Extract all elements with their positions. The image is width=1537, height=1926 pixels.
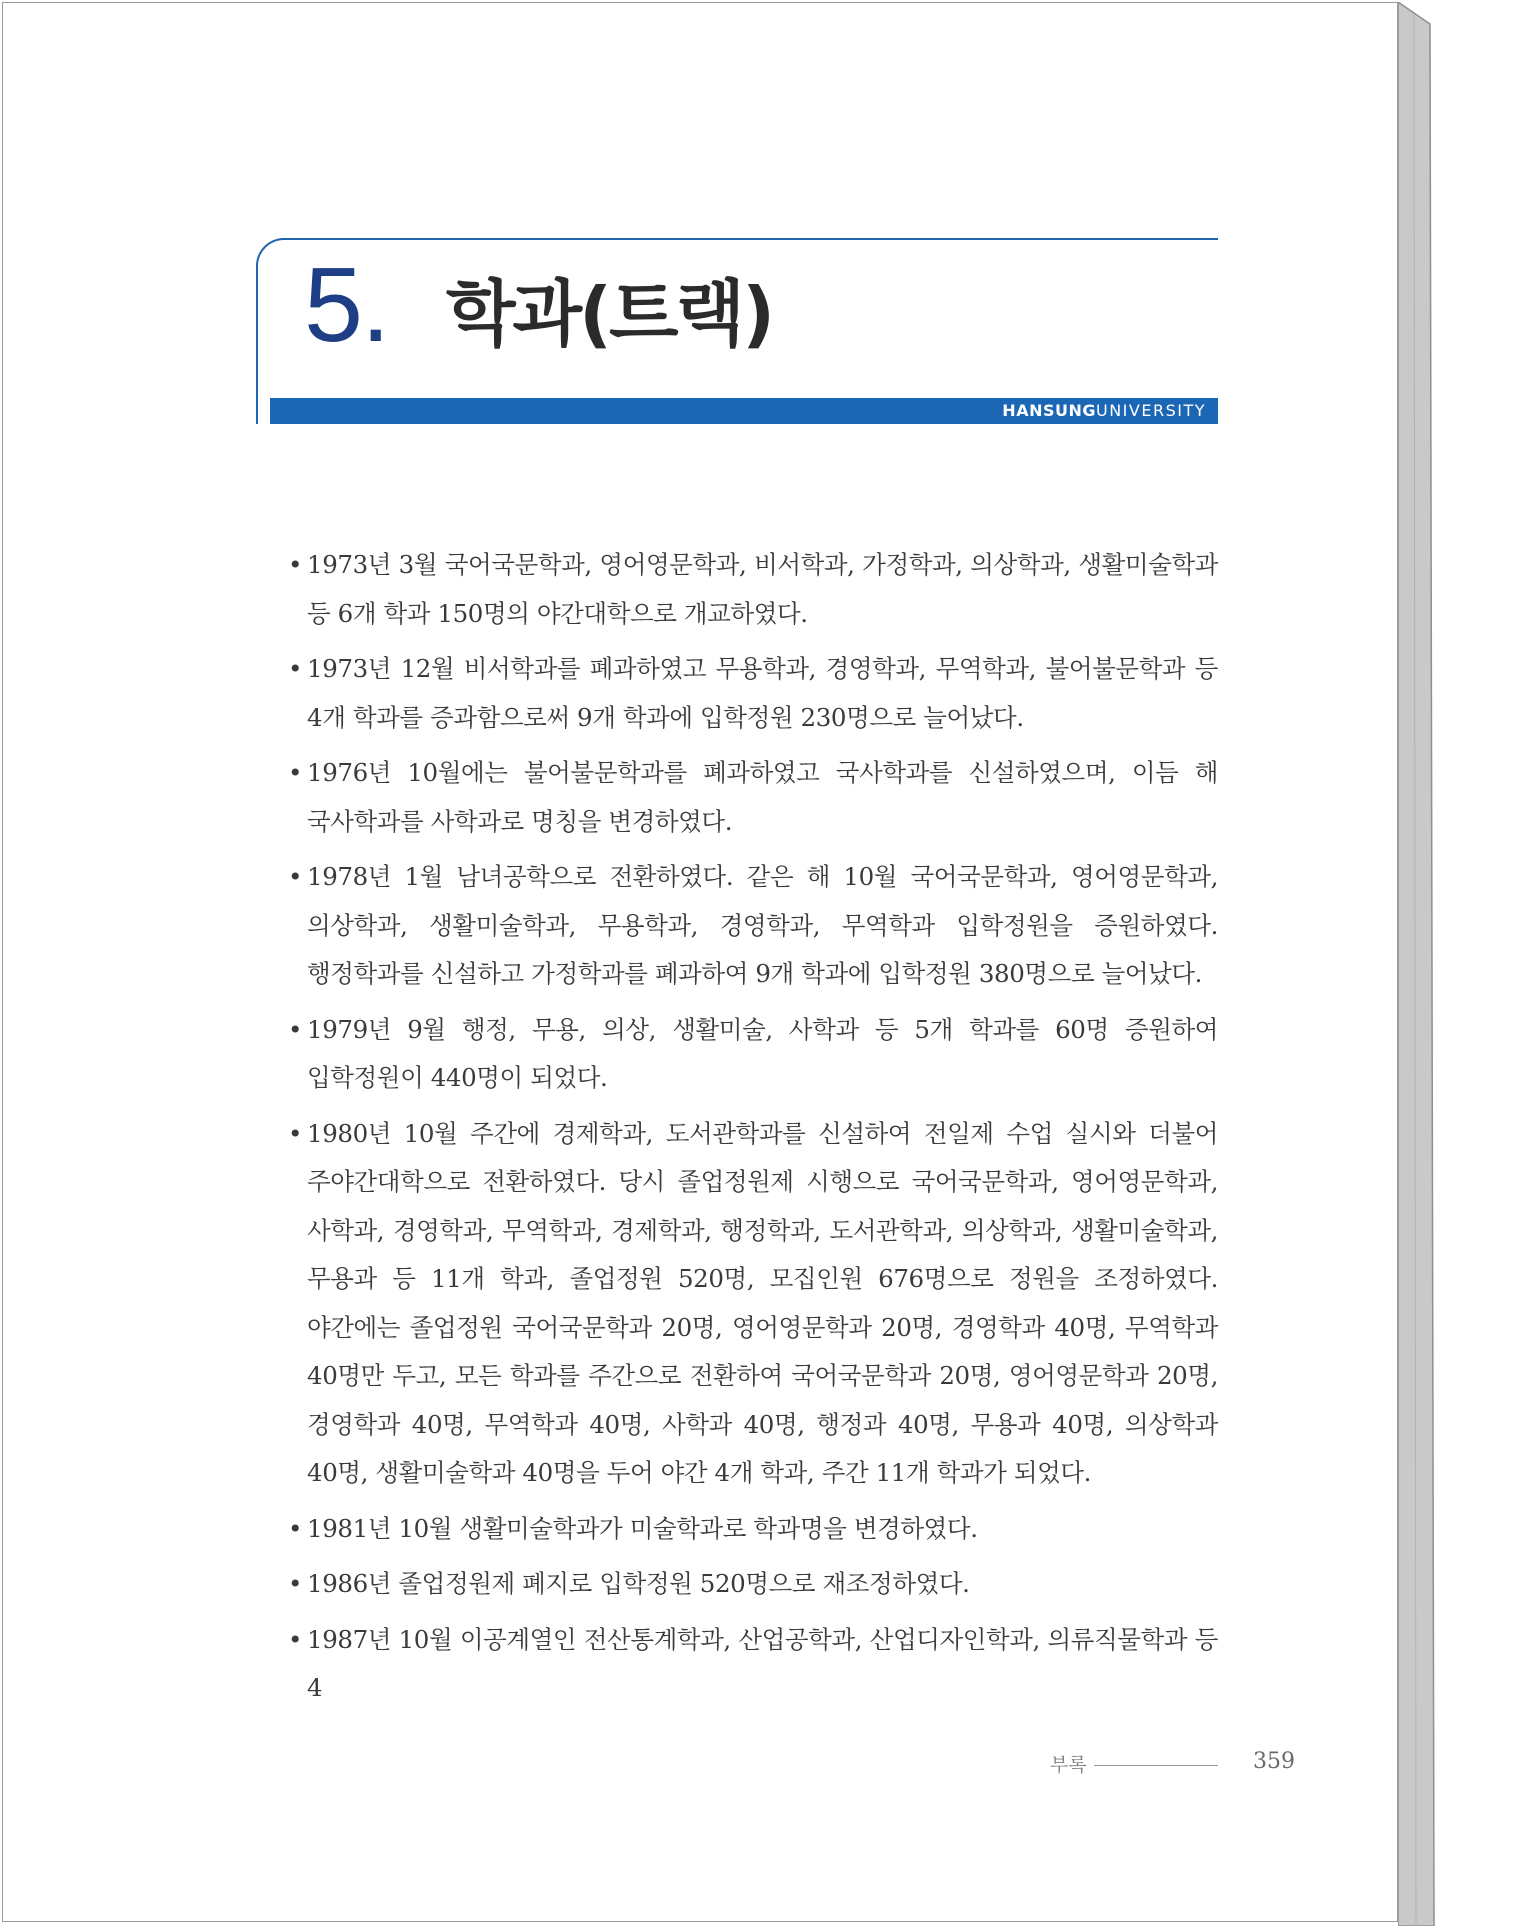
footer-rule [1094,1765,1218,1766]
list-item: • 1986년 졸업정원제 폐지로 입학정원 520명으로 재조정하였다. [288,1560,1218,1609]
chapter-number: 5. [304,246,389,364]
brand-label [1002,401,1206,421]
list-item: • 1973년 3월 국어국문학과, 영어영문학과, 비서학과, 가정학과, 의상학과, 생활미술학과 등 6개 학과 150명의 야간대학으로 개교하였다. [288,541,1218,638]
list-item: • 1976년 10월에는 불어불문학과를 폐과하였고 국사학과를 신설하였으며, 이듬 해 국사학과를 사학과로 명칭을 변경하였다. [288,749,1218,846]
list-item: • 1978년 1월 남녀공학으로 전환하였다. 같은 해 10월 국어국문학과, 영어영문학과, 의상학과, 생활미술학과, 무용학과, 경영학과, 무역학과 입학정원을 증원하였다. 행정학과를 신설하고 가정학과를 폐과하여 9개 학과에 입학정원 380명으로 늘어났다. [288,853,1218,999]
page-number: 359 [1253,1749,1295,1774]
list-item: • 1981년 10월 생활미술학과가 미술학과로 학과명을 변경하였다. [288,1505,1218,1554]
brand-bar [270,398,1218,424]
chapter-title: 학과(트랙) [446,272,773,356]
brand-light: UNIVERSITY [1096,401,1206,420]
list-item: • 1979년 9월 행정, 무용, 의상, 생활미술, 사학과 등 5개 학과를 60명 증원하여 입학정원이 440명이 되었다. [288,1006,1218,1103]
list-item: • 1973년 12월 비서학과를 폐과하였고 무용학과, 경영학과, 무역학과, 불어불문학과 등 4개 학과를 증과함으로써 9개 학과에 입학정원 230명으로 늘어났다. [288,645,1218,742]
list-item: • 1980년 10월 주간에 경제학과, 도서관학과를 신설하여 전일제 수업 실시와 더불어 주야간대학으로 전환하였다. 당시 졸업정원제 시행으로 국어국문학과, 영어영문학과, 사학과, 경영학과, 무역학과, 경제학과, 행정학과, 도서관학과, 의상학과, 생활미술학과, 무용과 등 11개 학과, 졸업정원 520명, 모집인원 676명으로 정원을 조정하였다. 야간에는 졸업정원 국어국문학과 20명, 영어영문학과 20명, 경영학과 40명, 무역학과 40명만 두고, 모든 학과를 주간으로 전환하여 국어국문학과 20명, 영어영문학과 20명, 경영학과 40명, 무역학과 40명, 사학과 40명, 행정과 40명, 무용과 40명, 의상학과 40명, 생활미술학과 40명을 두어 야간 4개 학과, 주간 11개 학과가 되었다. [288,1110,1218,1498]
footer-section-label: 부록 [1050,1754,1087,1776]
brand-strong: HANSUNG [1002,401,1096,420]
list-item: • 1987년 10월 이공계열인 전산통계학과, 산업공학과, 산업디자인학과, 의류직물학과 등 4 [288,1616,1218,1713]
history-list [288,541,1218,1720]
